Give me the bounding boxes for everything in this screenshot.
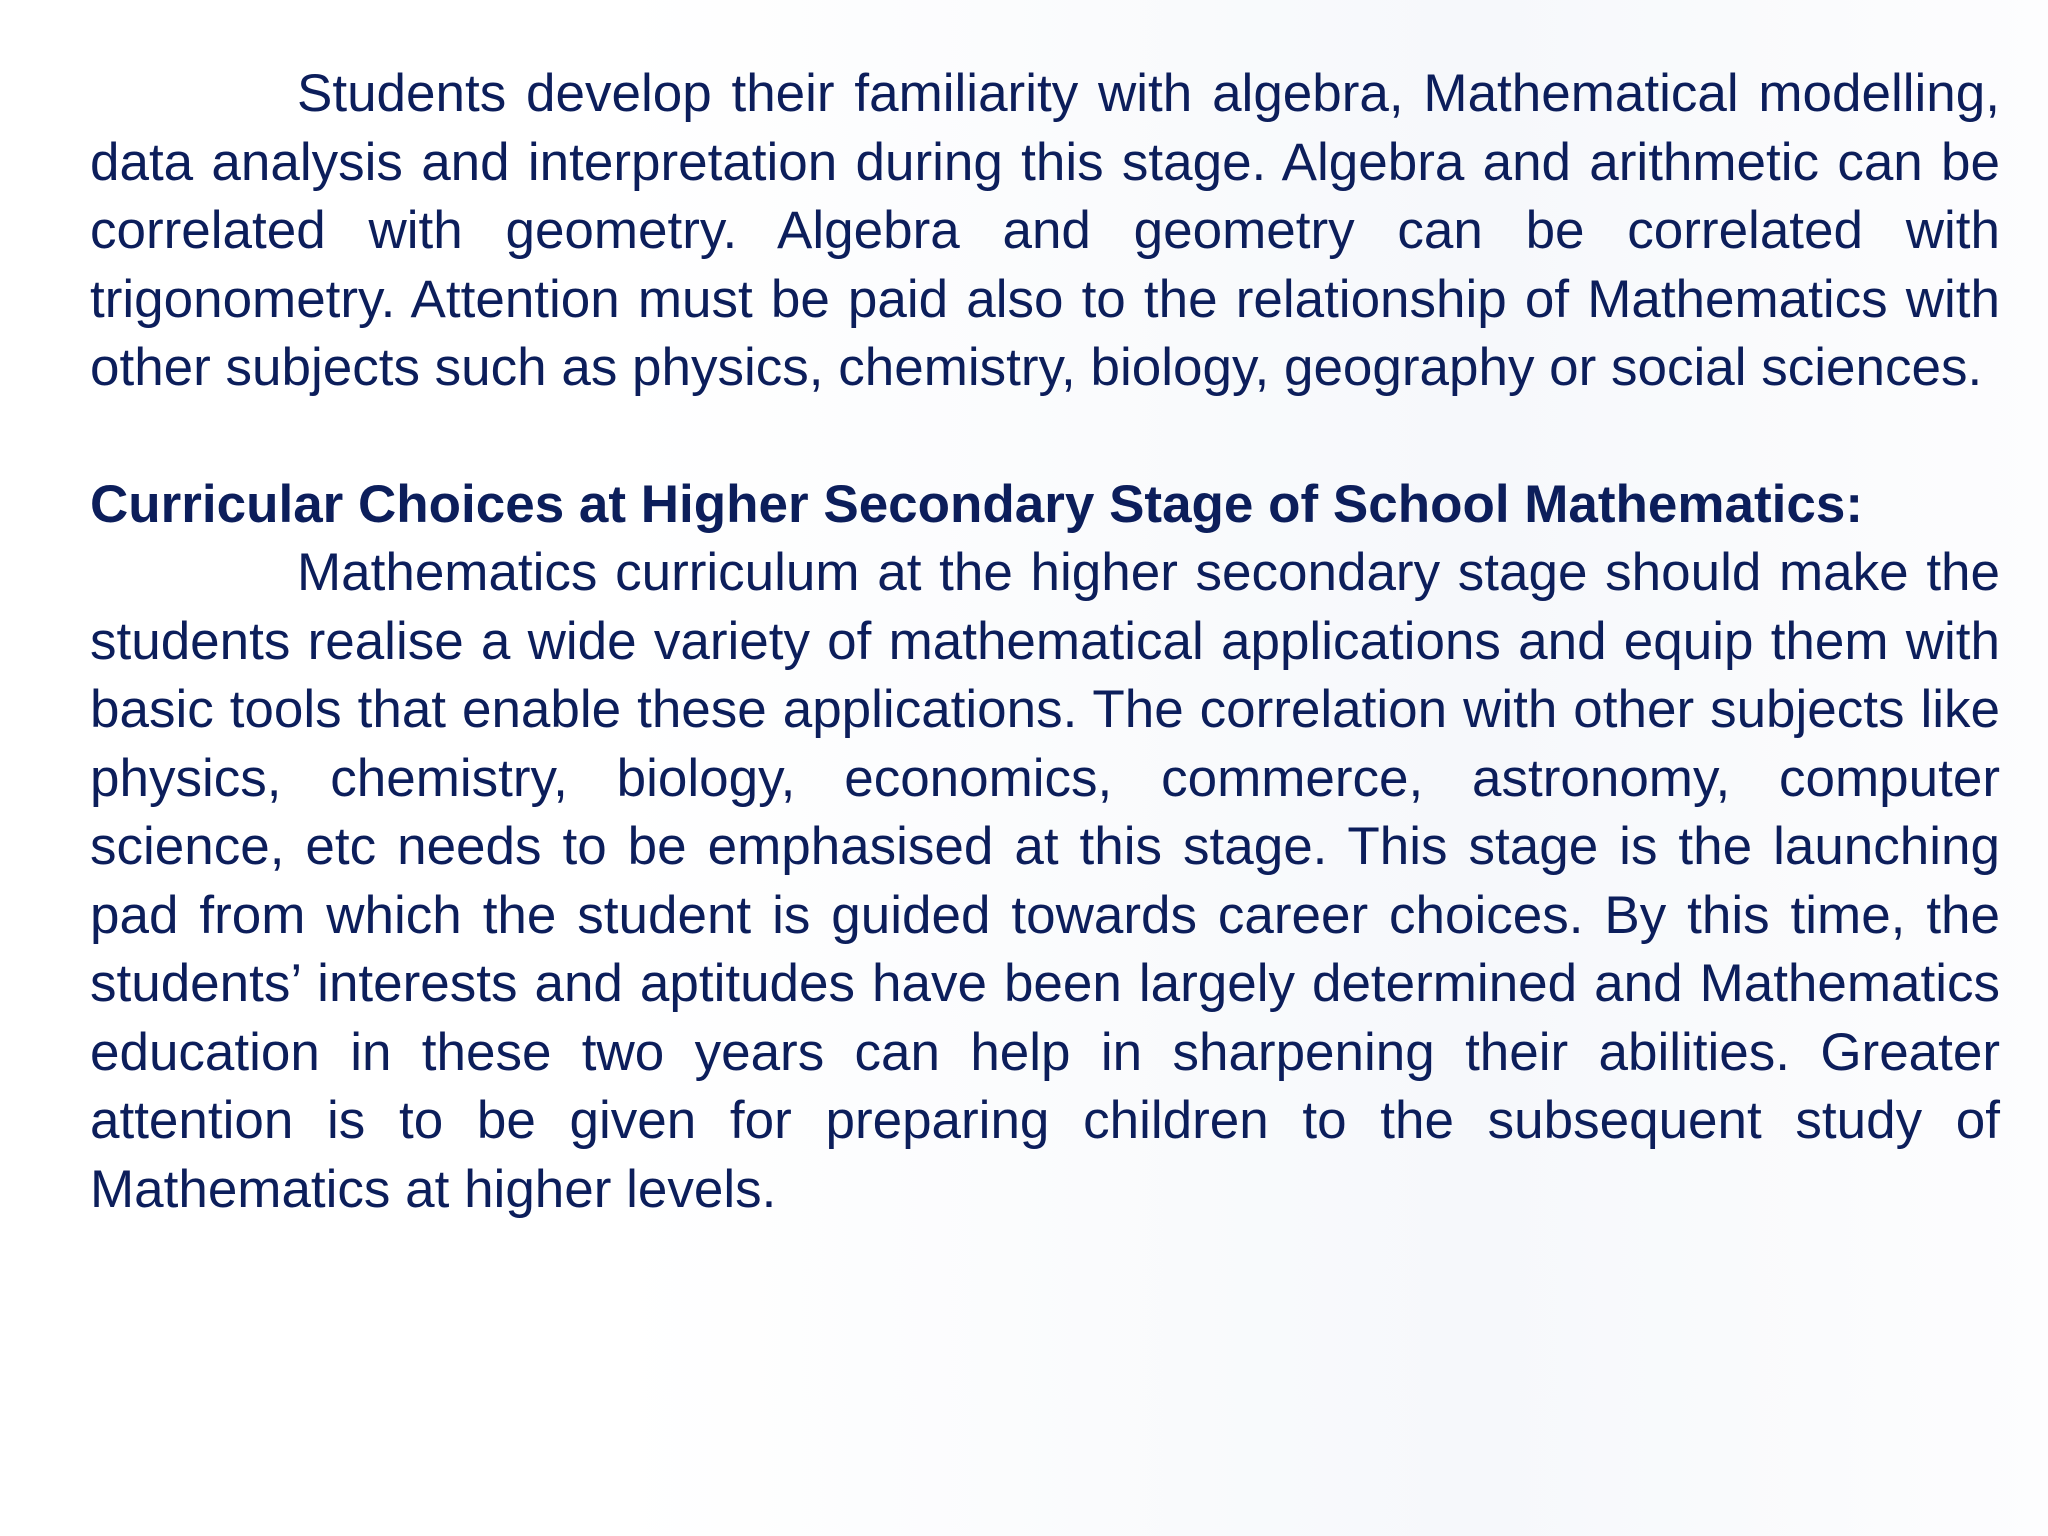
paragraph-1: Students develop their familiarity with algebra, Mathematical modelling, data analysis and interpretation during this stage. Algebra and arithmetic can be correlated with geometry. Algebra and geometry can be correlated with trigonometry. Attention must be paid also to the relationship of Mathematics with other subjects such as physics, chemistry, biology, geography or social sciences. [90, 64, 2000, 397]
text-body [90, 60, 2000, 1224]
section-heading: Curricular Choices at Higher Secondary Stage of School Mathematics: [90, 474, 1863, 534]
paragraph-2: Mathematics curriculum at the higher secondary stage should make the students realise a wide variety of mathematical applications and equip them with basic tools that enable these applications. The correlation with other subjects like physics, chemistry, biology, economics, commerce, astronomy, computer science, etc needs to be emphasised at this stage. This stage is the launching pad from which the student is guided towards career choices. By this time, the students’ interests and aptitudes have been largely determined and Mathematics education in these two years can help in sharpening their abilities. Greater attention is to be given for preparing children to the subsequent study of Mathematics at higher levels. [90, 543, 2000, 1219]
